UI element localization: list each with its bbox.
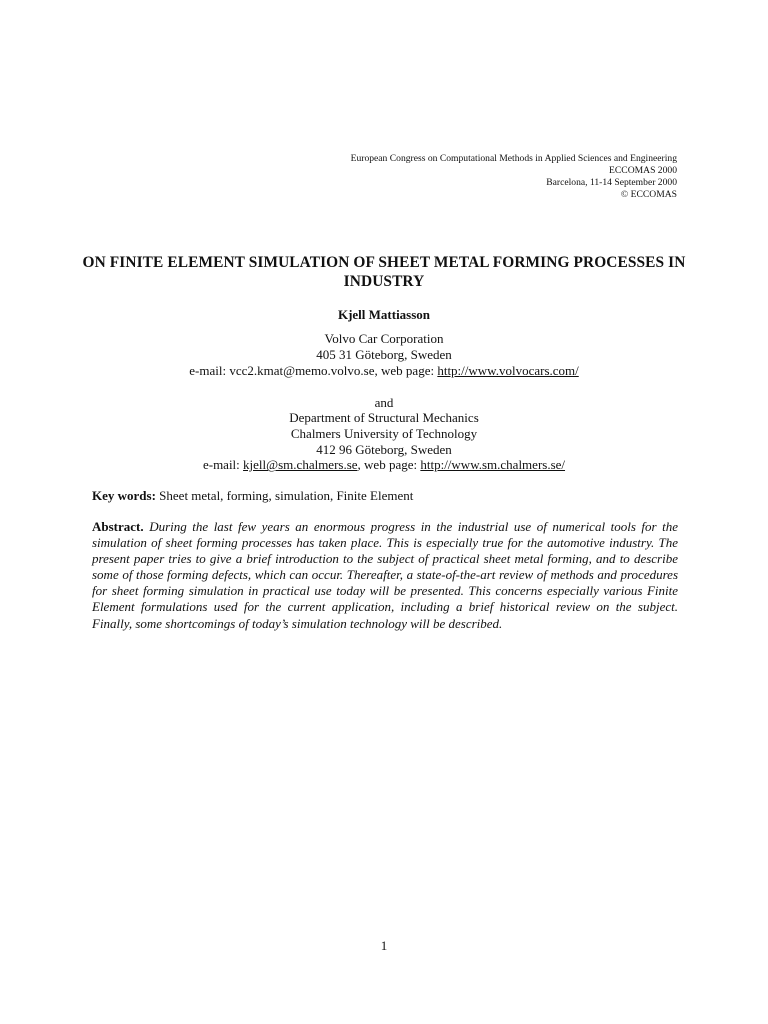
affiliation-address: 405 31 Göteborg, Sweden — [316, 346, 452, 362]
affiliation-volvo — [0, 331, 768, 378]
email-volvo: vcc2.kmat@memo.volvo.se — [229, 362, 375, 378]
keywords-label: Key words: — [92, 488, 156, 503]
conference-date: Barcelona, 11-14 September 2000 — [546, 177, 677, 188]
abstract-label: Abstract. — [92, 519, 144, 534]
affiliation-chalmers — [0, 410, 768, 473]
conference-acronym: ECCOMAS 2000 — [609, 165, 677, 176]
web-label: , web page: — [357, 457, 421, 473]
and-separator: and — [374, 395, 394, 410]
affiliation-contact — [0, 457, 768, 473]
paper-title: ON FINITE ELEMENT SIMULATION OF SHEET METAL FORMING PROCESSES IN INDUSTRY — [82, 254, 686, 290]
web-link-chalmers[interactable]: http://www.sm.chalmers.se/ — [420, 457, 566, 473]
web-link-volvo[interactable]: http://www.volvocars.com/ — [437, 362, 579, 378]
page-number: 1 — [380, 938, 388, 953]
web-label: , web page: — [374, 362, 438, 378]
affiliation-address: 412 96 Göteborg, Sweden — [316, 441, 452, 457]
conference-header — [157, 153, 677, 201]
conference-copyright: © ECCOMAS — [620, 189, 677, 200]
email-link-chalmers[interactable]: kjell@sm.chalmers.se — [243, 457, 358, 473]
email-label: e-mail: — [189, 362, 230, 378]
conference-name: European Congress on Computational Methods in Applied Sciences and Engineering — [350, 153, 677, 164]
keywords-text: Sheet metal, forming, simulation, Finite Element — [159, 488, 414, 503]
email-label: e-mail: — [202, 457, 244, 473]
affiliation-org: Chalmers University of Technology — [290, 425, 478, 441]
abstract-text: During the last few years an enormous progress in the industrial use of numerical tools for the simulation of sheet forming processes has taken place. This is especially true for the automotive industry. The present paper tries to give a brief introduction to the subject of practical sheet metal forming, and to describe some of those forming defects, which can occur. Thereafter, a state-of-the-art review of methods and procedures for sheet forming simulation in practical use today will be presented. This concerns especially various Finite Element formulations used for the current application, including a brief historical review on the subject. Finally, some shortcomings of today’s simulation technology will be described. — [92, 519, 679, 631]
affiliation-contact — [0, 363, 768, 379]
affiliation-org: Volvo Car Corporation — [324, 331, 444, 346]
affiliation-dept: Department of Structural Mechanics — [289, 410, 479, 425]
author-name: Kjell Mattiasson — [337, 307, 431, 322]
abstract — [92, 519, 678, 632]
keywords — [92, 488, 682, 504]
